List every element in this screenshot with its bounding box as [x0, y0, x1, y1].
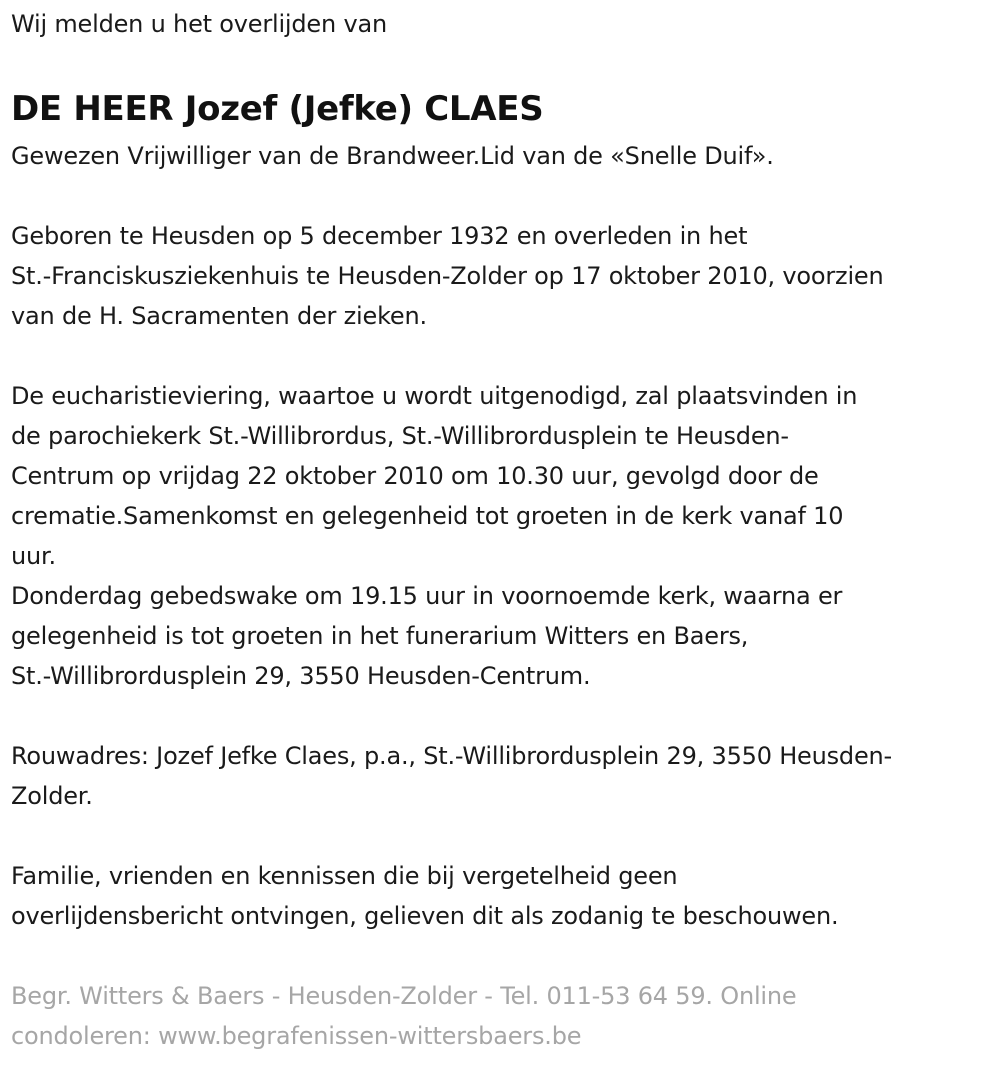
paragraph-line: Donderdag gebedswake om 19.15 uur in voornoemde kerk, waarna er	[11, 582, 843, 610]
funeral-home-footer	[11, 976, 1000, 1056]
ceremony-paragraph	[11, 376, 1000, 696]
paragraph-line: Centrum op vrijdag 22 oktober 2010 om 10.30 uur, gevolgd door de	[11, 462, 819, 490]
spacer	[11, 336, 1000, 376]
paragraph-line: St.-Franciskusziekenhuis te Heusden-Zolder op 17 oktober 2010, voorzien	[11, 262, 884, 290]
spacer	[11, 696, 1000, 736]
address-paragraph	[11, 736, 1000, 816]
paragraph-line: van de H. Sacramenten der zieken.	[11, 302, 427, 330]
paragraph-line: Geboren te Heusden op 5 december 1932 en overleden in het	[11, 222, 748, 250]
paragraph-line: gelegenheid is tot groeten in het funerarium Witters en Baers,	[11, 622, 749, 650]
paragraph-line: de parochiekerk St.-Willibrordus, St.-Willibrordusplein te Heusden-	[11, 422, 789, 450]
paragraph-line: overlijdensbericht ontvingen, gelieven dit als zodanig te beschouwen.	[11, 902, 839, 930]
family-paragraph	[11, 856, 1000, 936]
paragraph-line: crematie.Samenkomst en gelegenheid tot groeten in de kerk vanaf 10	[11, 502, 844, 530]
paragraph-line: Rouwadres: Jozef Jefke Claes, p.a., St.-Willibrordusplein 29, 3550 Heusden-	[11, 742, 893, 770]
footer-line: condoleren: www.begrafenissen-wittersbaers.be	[11, 1022, 582, 1050]
subtitle: Gewezen Vrijwilliger van de Brandweer.Lid van de «Snelle Duif».	[11, 142, 774, 170]
spacer	[11, 936, 1000, 976]
spacer	[11, 176, 1000, 216]
spacer	[11, 44, 1000, 82]
footer-line: Begr. Witters & Baers - Heusden-Zolder - Tel. 011-53 64 59. Online	[11, 982, 797, 1010]
intro-text: Wij melden u het overlijden van	[11, 10, 387, 38]
paragraph-line: uur.	[11, 542, 56, 570]
spacer	[11, 816, 1000, 856]
paragraph-line: St.-Willibrordusplein 29, 3550 Heusden-Centrum.	[11, 662, 591, 690]
paragraph-line: Familie, vrienden en kennissen die bij vergetelheid geen	[11, 862, 678, 890]
birth-paragraph	[11, 216, 1000, 336]
deceased-name: DE HEER Jozef (Jefke) CLAES	[11, 89, 544, 129]
paragraph-line: De eucharistieviering, waartoe u wordt uitgenodigd, zal plaatsvinden in	[11, 382, 858, 410]
paragraph-line: Zolder.	[11, 782, 93, 810]
